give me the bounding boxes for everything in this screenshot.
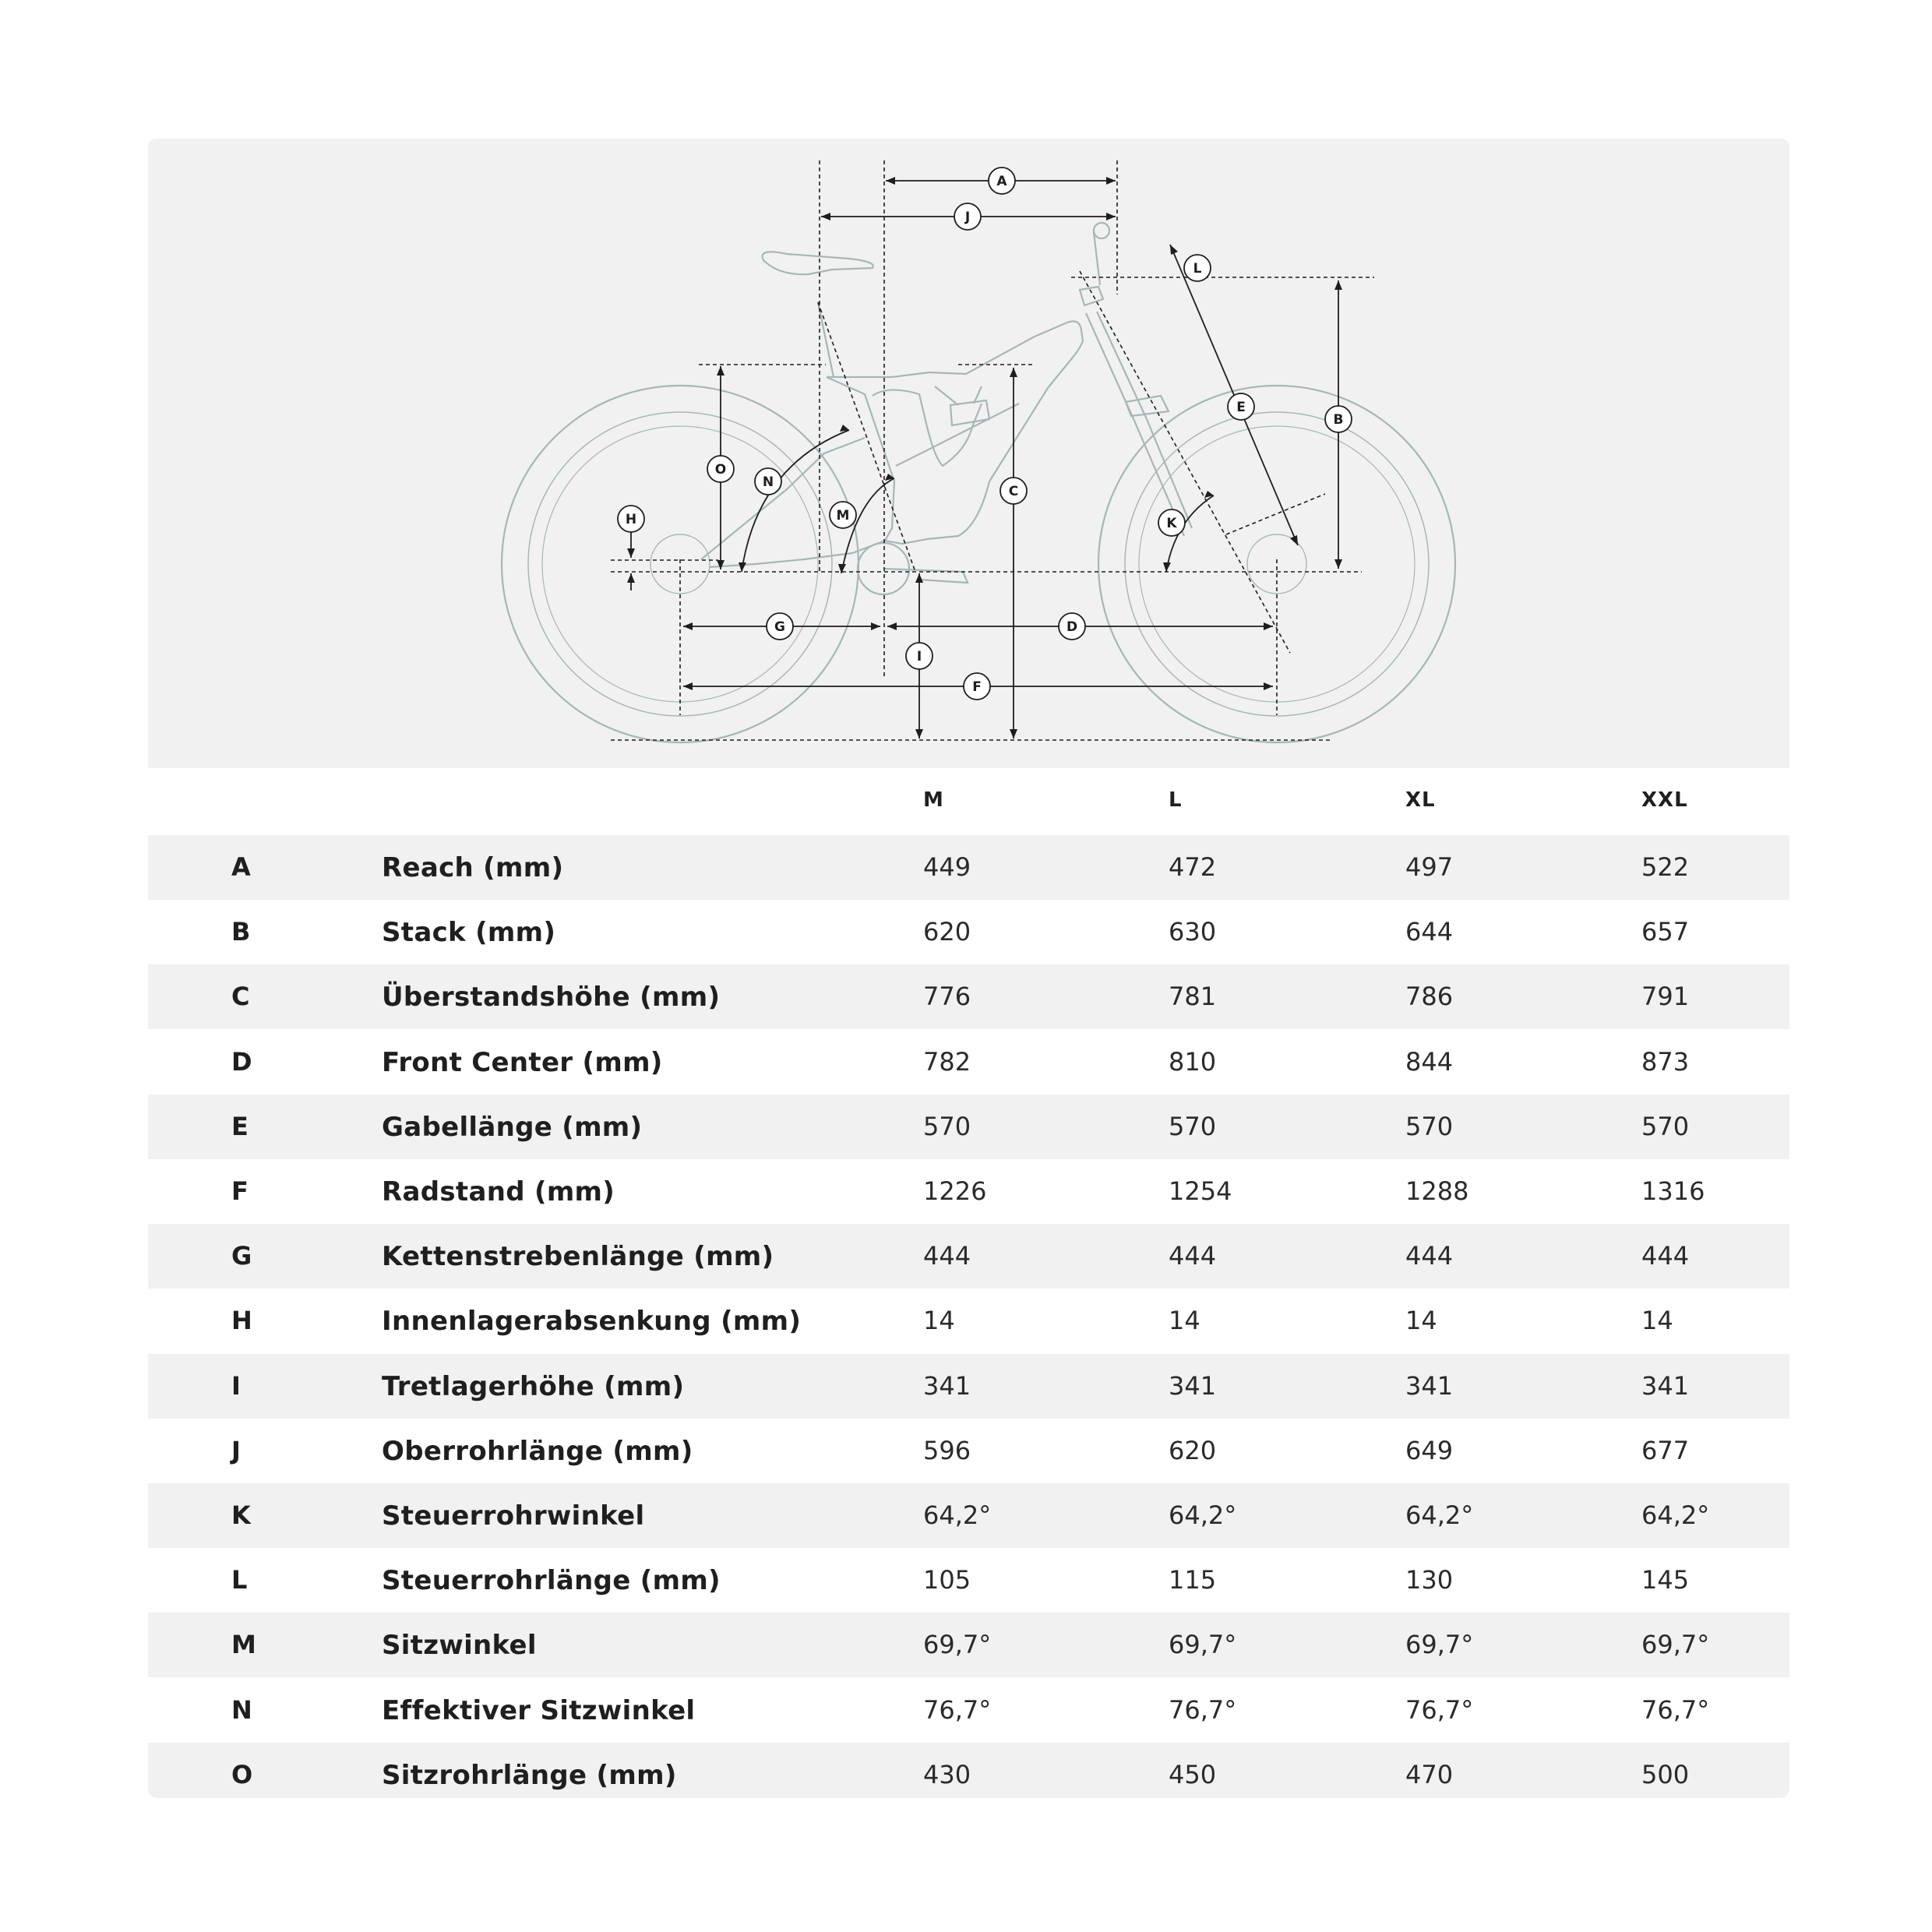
row-value-l: 115 (1169, 1565, 1217, 1595)
row-value-m: 341 (923, 1371, 971, 1401)
row-value-xl: 844 (1405, 1047, 1454, 1077)
row-value-xl: 341 (1405, 1371, 1454, 1401)
row-key: I (231, 1371, 241, 1401)
row-value-m: 620 (923, 917, 971, 947)
badge-b (1325, 406, 1352, 432)
badge-i (906, 643, 933, 669)
row-value-xl: 644 (1405, 917, 1454, 947)
table-row (148, 964, 1789, 1029)
row-value-xxl: 145 (1641, 1565, 1690, 1595)
row-value-xl: 64,2° (1405, 1500, 1474, 1530)
svg-text:N: N (762, 474, 774, 490)
row-value-xxl: 677 (1641, 1436, 1690, 1465)
row-key: B (231, 917, 251, 947)
row-label: Überstandshöhe (mm) (382, 982, 721, 1013)
row-value-xl: 470 (1405, 1760, 1454, 1789)
handlebar (1094, 223, 1109, 238)
row-value-xxl: 341 (1641, 1371, 1690, 1401)
badge-j (954, 203, 981, 230)
row-key: G (231, 1241, 252, 1271)
table-row (148, 1289, 1789, 1353)
row-value-l: 341 (1169, 1371, 1217, 1401)
row-label: Steuerrohrlänge (mm) (382, 1565, 721, 1596)
row-key: D (231, 1047, 252, 1077)
bike-geometry-diagram (148, 139, 1789, 768)
row-key: K (231, 1500, 251, 1530)
svg-text:A: A (996, 174, 1007, 189)
row-value-m: 1226 (923, 1176, 987, 1206)
table-header (148, 768, 1789, 832)
svg-text:G: G (774, 619, 785, 635)
row-value-m: 105 (923, 1565, 971, 1595)
svg-text:C: C (1008, 484, 1019, 499)
row-label: Gabellänge (mm) (382, 1112, 643, 1143)
row-key: J (231, 1436, 241, 1465)
row-value-l: 450 (1169, 1760, 1217, 1789)
column-header-m: M (923, 788, 944, 812)
seatpost (818, 302, 834, 377)
row-value-l: 570 (1169, 1112, 1217, 1141)
row-value-xxl: 14 (1641, 1306, 1673, 1335)
row-value-l: 781 (1169, 982, 1217, 1011)
row-key: N (231, 1695, 252, 1725)
row-value-xxl: 64,2° (1641, 1500, 1710, 1530)
table-row (148, 1419, 1789, 1483)
row-label: Stack (mm) (382, 917, 556, 948)
row-value-xxl: 1316 (1641, 1176, 1705, 1206)
row-label: Front Center (mm) (382, 1047, 663, 1078)
row-value-l: 1254 (1169, 1176, 1232, 1206)
svg-text:E: E (1236, 400, 1246, 415)
row-label: Sitzwinkel (382, 1630, 537, 1661)
geometry-table (148, 768, 1789, 1798)
row-value-l: 444 (1169, 1241, 1217, 1271)
row-value-l: 810 (1169, 1047, 1217, 1077)
row-key: A (231, 852, 251, 882)
row-value-xl: 14 (1405, 1306, 1437, 1335)
row-label: Steuerrohrwinkel (382, 1500, 645, 1532)
row-key: H (231, 1306, 252, 1335)
table-row (148, 1678, 1789, 1743)
badge-n (755, 468, 781, 495)
badge-o (707, 456, 734, 482)
row-value-xxl: 500 (1641, 1760, 1690, 1789)
row-value-xl: 1288 (1405, 1176, 1469, 1206)
table-row (148, 1354, 1789, 1419)
svg-text:K: K (1166, 516, 1177, 531)
svg-text:J: J (964, 210, 971, 225)
geometry-diagram-panel (148, 139, 1789, 768)
row-value-m: 449 (923, 852, 971, 882)
svg-text:L: L (1193, 261, 1202, 277)
table-row (148, 1483, 1789, 1548)
row-value-m: 444 (923, 1241, 971, 1271)
row-key: M (231, 1630, 256, 1659)
row-value-xxl: 69,7° (1641, 1630, 1710, 1659)
row-label: Oberrohrlänge (mm) (382, 1436, 693, 1467)
row-value-l: 69,7° (1169, 1630, 1237, 1659)
row-value-xl: 444 (1405, 1241, 1454, 1271)
svg-text:F: F (972, 679, 982, 695)
row-value-l: 472 (1169, 852, 1217, 882)
row-value-xl: 570 (1405, 1112, 1454, 1141)
row-value-xxl: 791 (1641, 982, 1690, 1011)
rear-rim (528, 412, 832, 716)
badge-f (964, 673, 990, 700)
dimension-badges (618, 167, 1352, 700)
row-label: Reach (mm) (382, 852, 564, 883)
badge-c (1000, 478, 1027, 504)
row-label: Innenlagerabsenkung (mm) (382, 1306, 802, 1337)
front-rim (1125, 412, 1429, 716)
row-value-l: 630 (1169, 917, 1217, 947)
badge-a (989, 167, 1015, 194)
table-row (148, 835, 1789, 900)
row-label: Kettenstrebenlänge (mm) (382, 1241, 774, 1272)
row-key: E (231, 1112, 249, 1141)
row-value-xxl: 444 (1641, 1241, 1690, 1271)
row-value-m: 64,2° (923, 1500, 992, 1530)
badge-e (1228, 393, 1254, 420)
row-value-xxl: 76,7° (1641, 1695, 1710, 1725)
column-header-l: L (1169, 788, 1183, 812)
stem (1080, 287, 1103, 305)
saddle (763, 252, 873, 274)
row-value-l: 14 (1169, 1306, 1200, 1335)
row-value-xl: 649 (1405, 1436, 1454, 1465)
badge-l (1184, 255, 1211, 281)
row-label: Tretlagerhöhe (mm) (382, 1371, 685, 1402)
svg-text:I: I (916, 649, 922, 665)
svg-text:D: D (1066, 619, 1078, 635)
svg-text:H: H (625, 512, 637, 527)
row-value-xl: 497 (1405, 852, 1454, 882)
row-value-xl: 786 (1405, 982, 1454, 1011)
frame-silhouette (709, 321, 1083, 567)
row-value-xxl: 570 (1641, 1112, 1690, 1141)
svg-text:B: B (1333, 412, 1344, 428)
table-row (148, 1224, 1789, 1289)
badge-h (618, 506, 644, 532)
row-value-xl: 69,7° (1405, 1630, 1474, 1659)
row-value-m: 430 (923, 1760, 971, 1789)
row-value-m: 782 (923, 1047, 971, 1077)
row-value-xl: 76,7° (1405, 1695, 1474, 1725)
row-key: O (231, 1760, 253, 1789)
badge-g (767, 613, 793, 640)
row-value-m: 596 (923, 1436, 971, 1465)
table-row (148, 1743, 1789, 1798)
row-label: Radstand (mm) (382, 1176, 615, 1208)
table-row (148, 1030, 1789, 1095)
row-label: Effektiver Sitzwinkel (382, 1695, 696, 1726)
badge-d (1059, 613, 1085, 640)
column-header-xl: XL (1405, 788, 1436, 812)
table-row (148, 1095, 1789, 1159)
table-row (148, 1613, 1789, 1677)
badge-k (1158, 509, 1185, 536)
row-value-m: 69,7° (923, 1630, 992, 1659)
column-header-xxl: XXL (1641, 788, 1688, 812)
row-value-m: 76,7° (923, 1695, 992, 1725)
row-value-l: 76,7° (1169, 1695, 1237, 1725)
row-value-m: 776 (923, 982, 971, 1011)
table-row (148, 1548, 1789, 1613)
svg-text:M: M (836, 508, 850, 524)
row-value-m: 570 (923, 1112, 971, 1141)
table-row (148, 900, 1789, 964)
row-key: F (231, 1176, 249, 1206)
row-key: C (231, 982, 250, 1011)
row-value-m: 14 (923, 1306, 955, 1335)
row-value-xxl: 657 (1641, 917, 1690, 947)
row-value-l: 64,2° (1169, 1500, 1237, 1530)
badge-m (830, 502, 856, 528)
svg-text:O: O (714, 462, 727, 478)
row-value-xxl: 522 (1641, 852, 1690, 882)
row-value-xl: 130 (1405, 1565, 1454, 1595)
row-key: L (231, 1565, 248, 1595)
row-label: Sitzrohrlänge (mm) (382, 1760, 677, 1791)
row-value-l: 620 (1169, 1436, 1217, 1465)
table-row (148, 1159, 1789, 1224)
row-value-xxl: 873 (1641, 1047, 1690, 1077)
